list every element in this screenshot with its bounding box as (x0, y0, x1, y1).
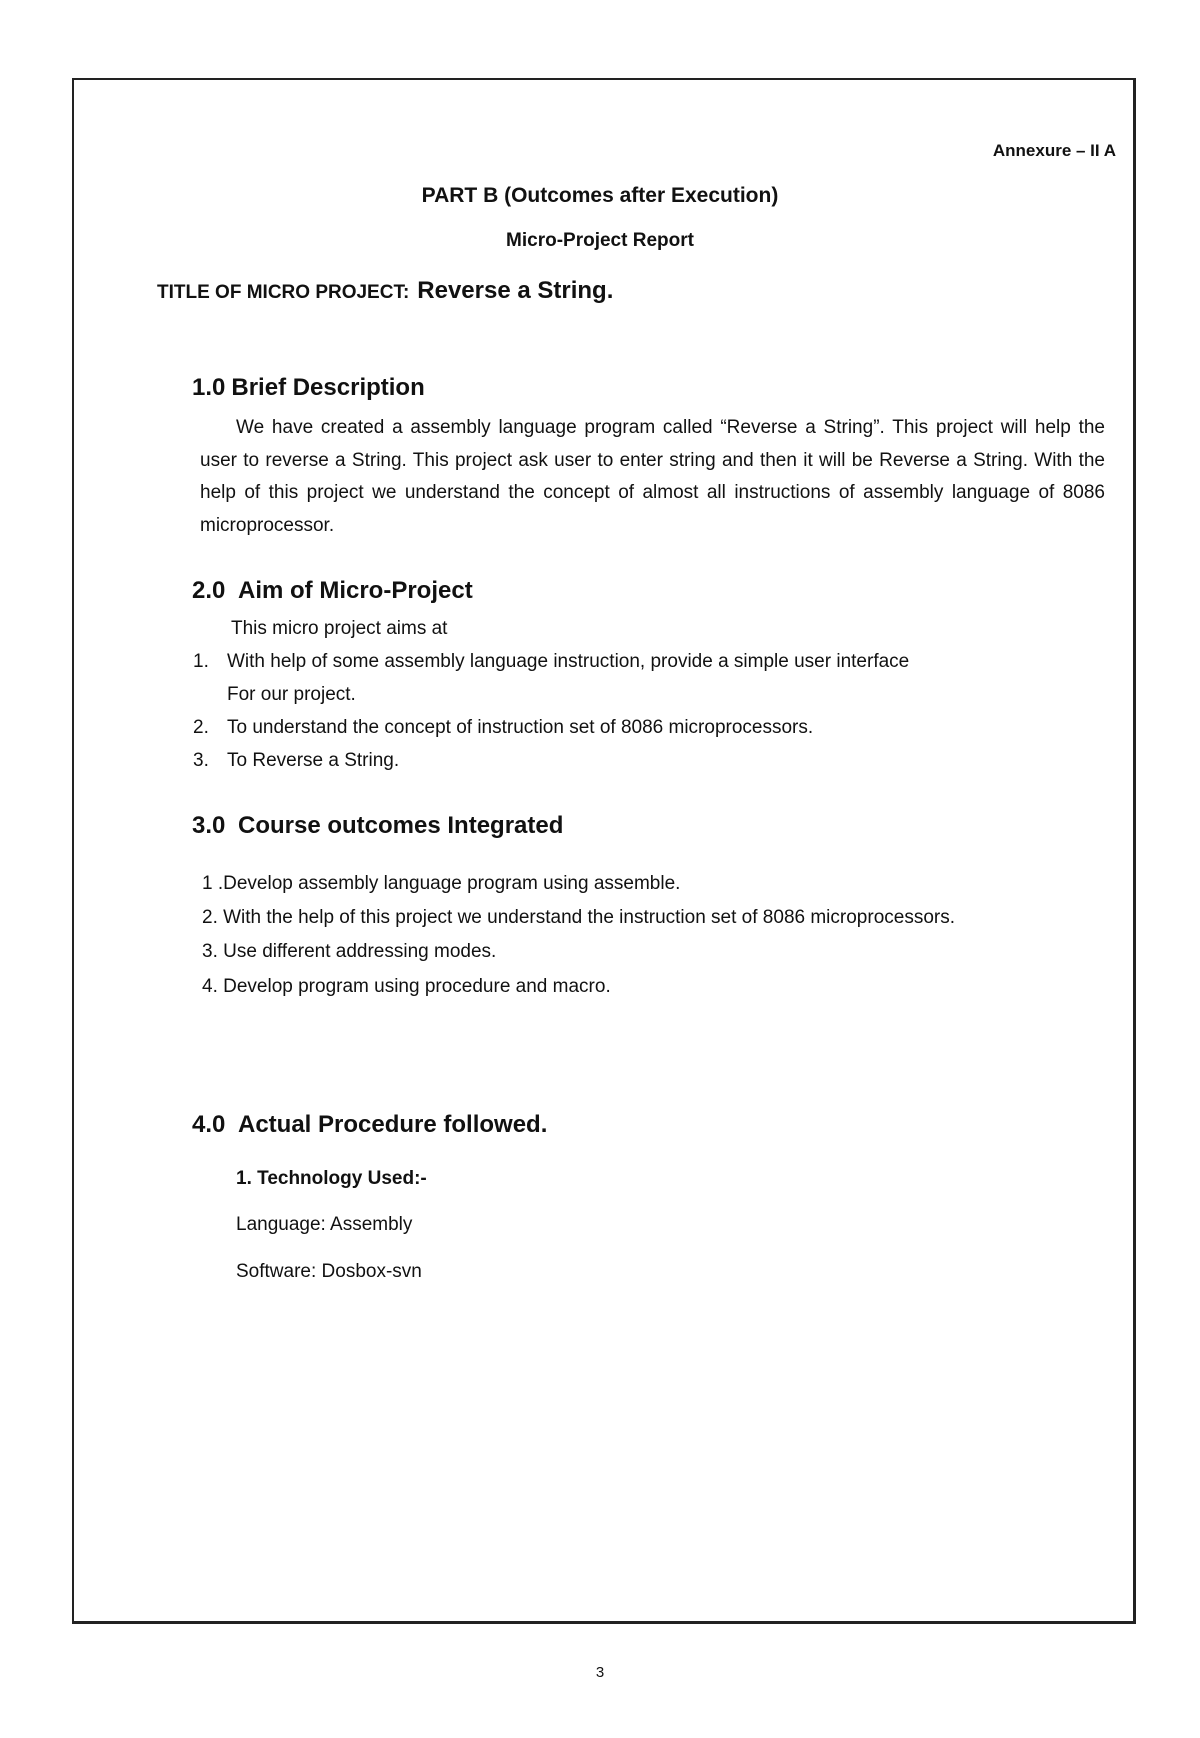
outcome-item: 3. Use different addressing modes. (202, 941, 497, 962)
aim-item (193, 651, 909, 673)
aim-item-text: With help of some assembly language instruction, provide a simple user interface (227, 651, 910, 672)
section-4-number: 4.0 (192, 1111, 226, 1138)
section-2-title: Aim of Micro-Project (238, 577, 473, 604)
project-title-line (157, 277, 613, 305)
report-title: Micro-Project Report (506, 230, 694, 251)
aim-item-text: To Reverse a String. (227, 750, 400, 771)
section-1-number: 1.0 (192, 374, 226, 401)
language-line: Language: Assembly (236, 1214, 413, 1235)
section-1-heading (192, 374, 425, 402)
software-line: Software: Dosbox-svn (236, 1261, 422, 1282)
technology-used-heading: 1. Technology Used:- (236, 1168, 427, 1189)
aim-item-text: To understand the concept of instruction set of 8086 microprocessors. (227, 717, 814, 738)
section-3-title: Course outcomes Integrated (238, 812, 564, 839)
outcome-item: 4. Develop program using procedure and macro. (202, 976, 611, 997)
outcome-item: 2. With the help of this project we understand the instruction set of 8086 microprocessors. (202, 907, 955, 928)
section-3-number: 3.0 (192, 812, 226, 839)
page-border (72, 78, 1136, 1624)
section-3-heading (192, 812, 563, 840)
section-2-heading (192, 577, 473, 605)
section-4-title: Actual Procedure followed. (238, 1111, 548, 1138)
aim-item-number: 3. (193, 750, 209, 771)
page-number: 3 (595, 1664, 605, 1681)
aim-item (193, 717, 813, 739)
project-title-value: Reverse a String. (417, 277, 614, 304)
section-2-intro: This micro project aims at (231, 618, 448, 639)
aim-item-number: 1. (193, 651, 209, 672)
section-1-paragraph: We have created a assembly language program called “Reverse a String”. This project will help the user to reverse a String. This project ask user to enter string and then it will be Reverse a String. With the help of this project we understand the concept of almost all instructions of assembly language of 8086 microprocessor. (200, 417, 1105, 536)
aim-item-continuation: For our project. (227, 684, 356, 705)
aim-item (193, 750, 399, 772)
aim-item-number: 2. (193, 717, 209, 738)
outcome-item: 1 .Develop assembly language program using assemble. (202, 873, 681, 894)
annexure-label: Annexure – II A (992, 141, 1116, 160)
part-heading: PART B (Outcomes after Execution) (421, 184, 779, 207)
section-1-title: Brief Description (231, 374, 425, 401)
section-4-heading (192, 1111, 547, 1139)
section-2-number: 2.0 (192, 577, 226, 604)
project-title-label: TITLE OF MICRO PROJECT: (157, 282, 410, 303)
